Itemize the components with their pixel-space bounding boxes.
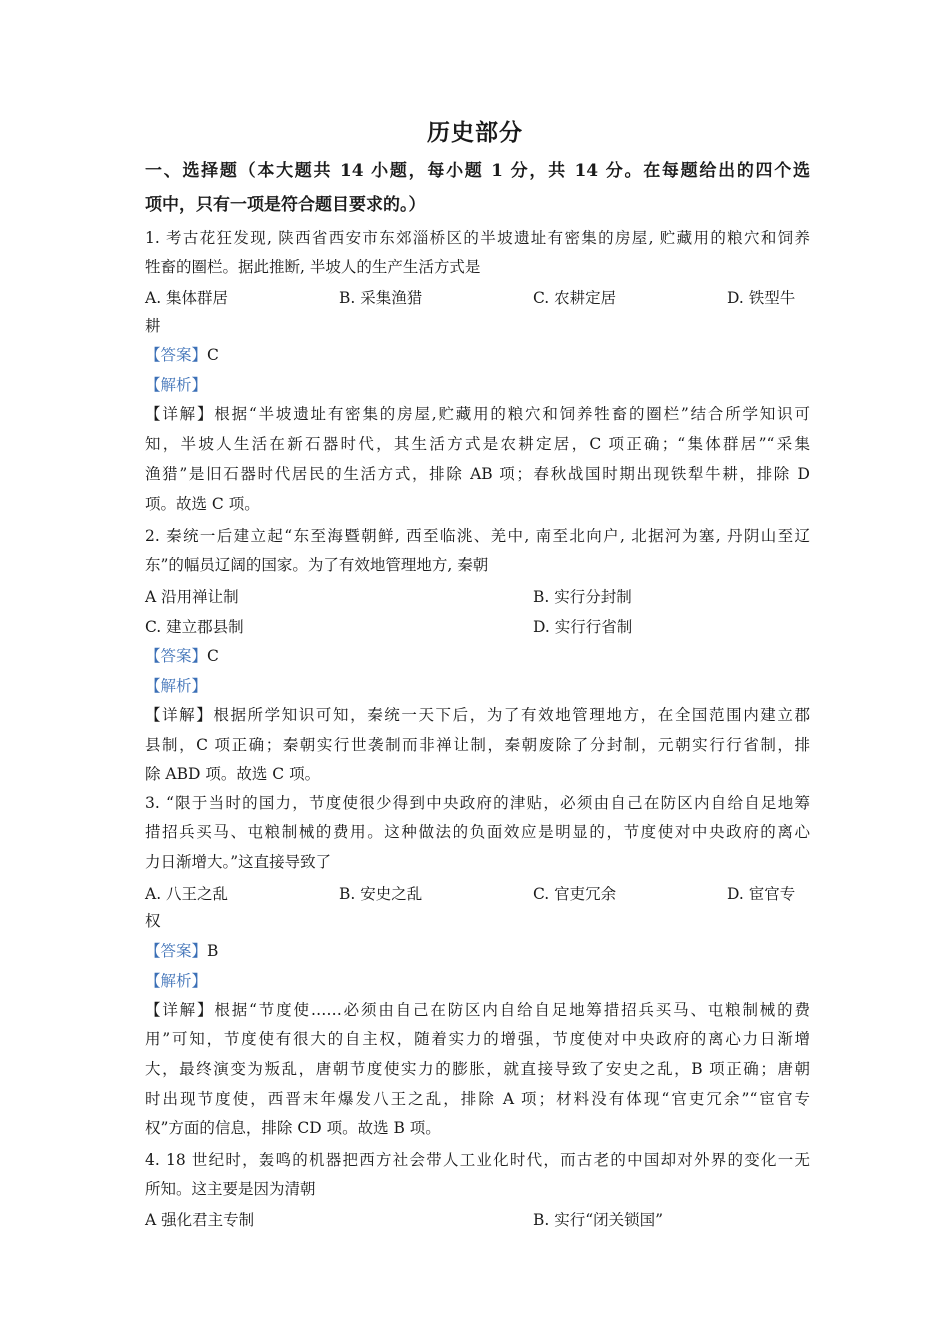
q1-detail-line-2: 知，半坡人生活在新石器时代，其生活方式是农耕定居，C 项正确；“集体群居”“采集 <box>145 435 810 453</box>
answer-label: 【答案】 <box>145 647 208 665</box>
q4-option-a: A 强化君主专制 <box>145 1211 255 1229</box>
q2-stem-line-1: 2. 秦统一后建立起“东至海暨朝鲜, 西至临洮、羌中, 南至北向户, 北据河为塞, 丹阴山至辽 <box>145 527 810 545</box>
q1-stem-line-1: 1. 考古花狂发现, 陕西省西安市东郊淄桥区的半坡遗址有密集的房屋, 贮藏用的粮穴和饲养 <box>145 229 810 247</box>
q2-option-b: B. 实行分封制 <box>533 588 632 606</box>
q2-option-d: D. 实行行省制 <box>533 618 633 636</box>
q1-option-a: A. 集体群居 <box>145 289 229 307</box>
answer-label: 【答案】 <box>145 346 208 364</box>
answer-value: C <box>207 346 219 364</box>
q2-answer <box>145 646 810 666</box>
q2-stem-line-2: 东”的幅员辽阔的国家。为了有效地管理地方, 秦朝 <box>145 556 489 574</box>
q3-option-a: A. 八王之乱 <box>145 885 229 903</box>
answer-value: C <box>207 647 219 665</box>
q3-option-c: C. 官吏冗余 <box>533 885 617 903</box>
q1-answer <box>145 345 810 365</box>
q3-option-wrap: 权 <box>145 912 161 930</box>
q1-detail-line-4: 项。故选 C 项。 <box>145 495 260 513</box>
q3-detail-line-2: 用”可知，节度使有很大的自主权，随着实力的增强，节度使对中央政府的离心力日渐增 <box>145 1030 810 1048</box>
q1-option-d: D. 铁型牛 <box>727 289 796 307</box>
q2-detail-line-3: 除 ABD 项。故选 C 项。 <box>145 765 321 783</box>
section-heading-line-2: 项中，只有一项是符合题目要求的。） <box>145 195 426 215</box>
q3-stem-line-1: 3. “限于当时的国力，节度使很少得到中央政府的津贴，必须由自己在防区内自给自足地筹 <box>145 794 810 812</box>
q3-stem-line-2: 措招兵买马、屯粮制械的费用。这种做法的负面效应是明显的，节度使对中央政府的离心 <box>145 823 810 841</box>
q3-answer <box>145 941 810 961</box>
q2-option-c: C. 建立郡县制 <box>145 618 244 636</box>
q3-analysis-label: 【解析】 <box>145 972 208 990</box>
answer-label: 【答案】 <box>145 942 208 960</box>
q3-detail-line-1: 【详解】根据“节度使……必须由自己在防区内自给自足地筹措招兵买马、屯粮制械的费 <box>145 1001 810 1019</box>
q3-detail-line-3: 大，最终演变为叛乱，唐朝节度使实力的膨胀，就直接导致了安史之乱，B 项正确；唐朝 <box>145 1060 810 1078</box>
q2-option-a: A 沿用禅让制 <box>145 588 239 606</box>
q4-stem-line-2: 所知。这主要是因为清朝 <box>145 1180 316 1198</box>
page-title: 历史部分 <box>427 119 523 146</box>
section-heading-line-1: 一、选择题（本大题共 14 小题，每小题 1 分，共 14 分。在每题给出的四个选 <box>145 161 810 181</box>
q1-stem-line-2: 牲畜的圈栏。据此推断, 半坡人的生产生活方式是 <box>145 258 481 276</box>
q2-analysis-label: 【解析】 <box>145 677 208 695</box>
q2-detail-line-1: 【详解】根据所学知识可知，秦统一天下后，为了有效地管理地方，在全国范围内建立郡 <box>145 706 810 724</box>
q3-option-b: B. 安史之乱 <box>339 885 423 903</box>
q1-detail-line-1: 【详解】根据“半坡遗址有密集的房屋,贮藏用的粮穴和饲养牲畜的圈栏”结合所学知识可 <box>145 405 810 423</box>
q1-analysis-label: 【解析】 <box>145 376 208 394</box>
q1-option-b: B. 采集渔猎 <box>339 289 423 307</box>
q1-option-wrap: 耕 <box>145 317 161 335</box>
q3-detail-line-5: 权”方面的信息，排除 CD 项。故选 B 项。 <box>145 1119 441 1137</box>
answer-value: B <box>207 942 219 960</box>
q1-detail-line-3: 渔猎”是旧石器时代居民的生活方式，排除 AB 项；春秋战国时期出现铁犁牛耕，排除 D <box>145 465 810 483</box>
q1-option-c: C. 农耕定居 <box>533 289 617 307</box>
q3-option-d: D. 宦官专 <box>727 885 796 903</box>
q4-stem-line-1: 4. 18 世纪时，轰鸣的机器把西方社会带人工业化时代，而古老的中国却对外界的变化一无 <box>145 1151 810 1169</box>
q4-option-b: B. 实行“闭关锁国” <box>533 1211 664 1229</box>
q2-detail-line-2: 县制，C 项正确；秦朝实行世袭制而非禅让制，秦朝废除了分封制，元朝实行行省制，排 <box>145 736 810 754</box>
q3-stem-line-3: 力日渐增大。”这直接导致了 <box>145 853 332 871</box>
q3-detail-line-4: 时出现节度使，西晋末年爆发八王之乱，排除 A 项；材料没有体现“官吏冗余”“宦官专 <box>145 1090 810 1108</box>
